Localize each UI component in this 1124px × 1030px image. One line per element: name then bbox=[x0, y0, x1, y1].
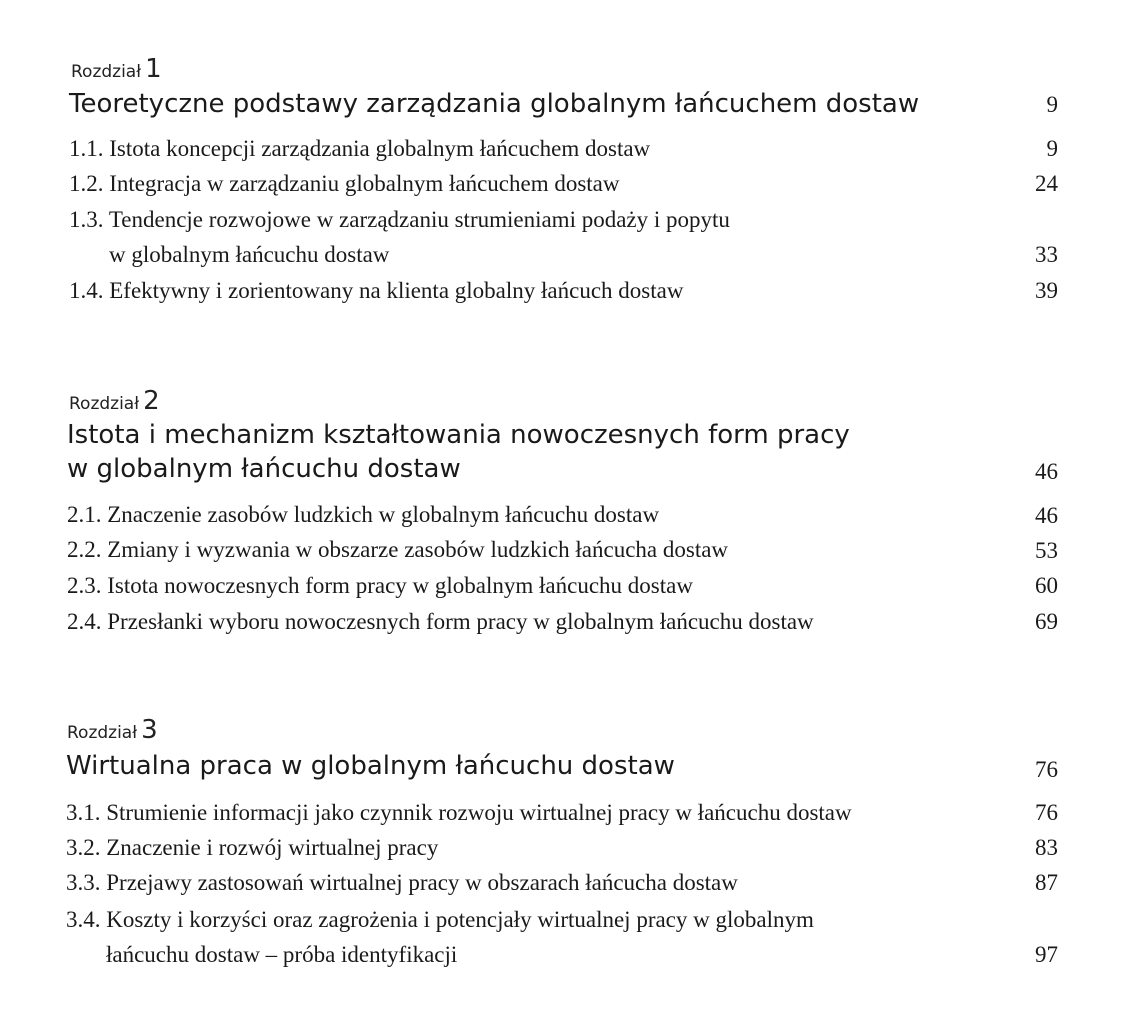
chapter-title: Teoretyczne podstawy zarządzania globalnym łańcuchem dostaw bbox=[69, 89, 920, 119]
chapter-label: Rozdział 2 bbox=[69, 386, 160, 416]
chapter-page: 46 bbox=[1035, 459, 1058, 484]
toc-page: 87 bbox=[1035, 870, 1058, 895]
toc-page: 9 bbox=[1046, 136, 1058, 161]
toc-entry: 3.1. Strumienie informacji jako czynnik rozwoju wirtualnej pracy w łańcuchu dostaw bbox=[66, 800, 852, 825]
chapter-number: 1 bbox=[145, 54, 162, 84]
chapter-label: Rozdział 1 bbox=[71, 54, 162, 84]
toc-page: 69 bbox=[1035, 609, 1058, 634]
toc-entry: 2.1. Znaczenie zasobów ludzkich w globalnym łańcuchu dostaw bbox=[67, 502, 660, 527]
toc-entry: 1.2. Integracja w zarządzaniu globalnym łańcuchem dostaw bbox=[69, 171, 620, 196]
toc-entry: 3.2. Znaczenie i rozwój wirtualnej pracy bbox=[66, 835, 439, 860]
chapter-title: Istota i mechanizm kształtowania nowoczesnych form pracy w globalnym łańcuchu dostaw bbox=[67, 420, 850, 484]
chapter-number: 3 bbox=[141, 715, 158, 745]
toc-page: 76 bbox=[1035, 800, 1058, 825]
toc-entry: 2.4. Przesłanki wyboru nowoczesnych form pracy w globalnym łańcuchu dostaw bbox=[67, 609, 814, 634]
toc-entry: 3.4. Koszty i korzyści oraz zagrożenia i potencjały wirtualnej pracy w globalnym łańcuchu dostaw – próba identyfikacji bbox=[66, 907, 814, 967]
toc-entry: 1.1. Istota koncepcji zarządzania globalnym łańcuchem dostaw bbox=[69, 136, 651, 161]
toc-page: 97 bbox=[1035, 942, 1058, 967]
toc-page: 83 bbox=[1035, 835, 1058, 860]
toc-page: 24 bbox=[1035, 171, 1058, 196]
chapter-number: 2 bbox=[143, 386, 160, 416]
chapter-page: 76 bbox=[1035, 757, 1058, 782]
toc-page: 33 bbox=[1035, 242, 1058, 267]
chapter-label: Rozdział 3 bbox=[67, 715, 158, 745]
toc-page: 60 bbox=[1035, 573, 1058, 598]
toc-entry: 1.3. Tendencje rozwojowe w zarządzaniu strumieniami podaży i popytu w globalnym łańcuchu dostaw bbox=[69, 207, 730, 267]
toc-entry: 2.3. Istota nowoczesnych form pracy w globalnym łańcuchu dostaw bbox=[67, 573, 693, 598]
chapter-title: Wirtualna praca w globalnym łańcuchu dostaw bbox=[66, 751, 675, 781]
toc-entry: 2.2. Zmiany i wyzwania w obszarze zasobów ludzkich łańcucha dostaw bbox=[67, 537, 729, 562]
chapter-page: 9 bbox=[1046, 92, 1058, 117]
toc-entry: 3.3. Przejawy zastosowań wirtualnej pracy w obszarach łańcucha dostaw bbox=[66, 870, 738, 895]
toc-page: 46 bbox=[1035, 503, 1058, 528]
toc-entry: 1.4. Efektywny i zorientowany na klienta globalny łańcuch dostaw bbox=[69, 278, 684, 303]
toc-page: 53 bbox=[1035, 538, 1058, 563]
toc-page: 39 bbox=[1035, 278, 1058, 303]
